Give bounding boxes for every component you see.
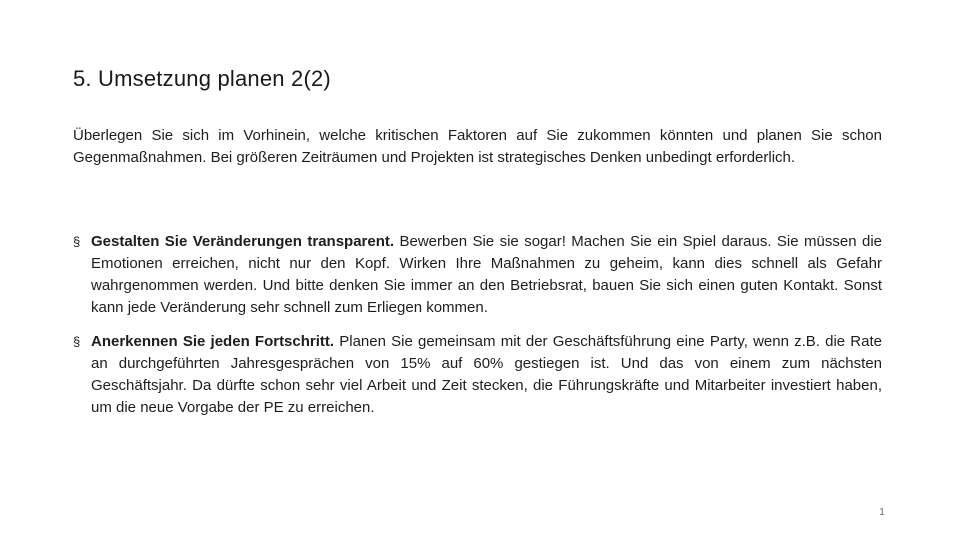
bullet-text: Planen Sie gemeinsam mit der Geschäftsführung eine Party, wenn z.B. die Rate an durchgeführten Jahresgesprächen von 15% auf 60% gestiegen ist. Und das von einem zum nächsten Geschäftsjahr. Da dürfte schon sehr viel Arbeit und Zeit stecken, die Führungskräfte und Mitarbeiter investiert haben, um die neue Vorgabe der PE zu erreichen.: [91, 333, 882, 416]
bullet-text: Bewerben Sie sie sogar! Machen Sie ein Spiel daraus. Sie müssen die Emotionen erreichen, nicht nur den Kopf. Wirken Ihre Maßnahmen zu geheim, kann dies schnell als Gefahr wahrgenommen werden. Und bitte denken Sie immer an den Betriebsrat, bauen Sie sich einen guten Kontakt. Sonst kann jede Veränderung sehr schnell zum Erliegen kommen.: [91, 233, 883, 316]
intro-paragraph: Überlegen Sie sich im Vorhinein, welche kritischen Faktoren auf Sie zukommen könnten und planen Sie schon Gegenmaßnahmen. Bei größeren Zeiträumen und Projekten ist strategisches Denken unbedingt erforderlich.: [73, 127, 882, 166]
bullet-item: [73, 231, 882, 319]
bullet-item: [73, 331, 882, 419]
bullet-list: [73, 231, 882, 419]
bullet-heading: Gestalten Sie Veränderungen transparent.: [91, 233, 395, 250]
bullet-heading: Anerkennen Sie jeden Fortschritt.: [91, 333, 335, 350]
page-number: 1: [879, 507, 885, 518]
bullet-marker: §: [73, 234, 81, 249]
slide-title: 5. Umsetzung planen 2(2): [73, 66, 331, 91]
bullet-marker: §: [73, 334, 81, 349]
